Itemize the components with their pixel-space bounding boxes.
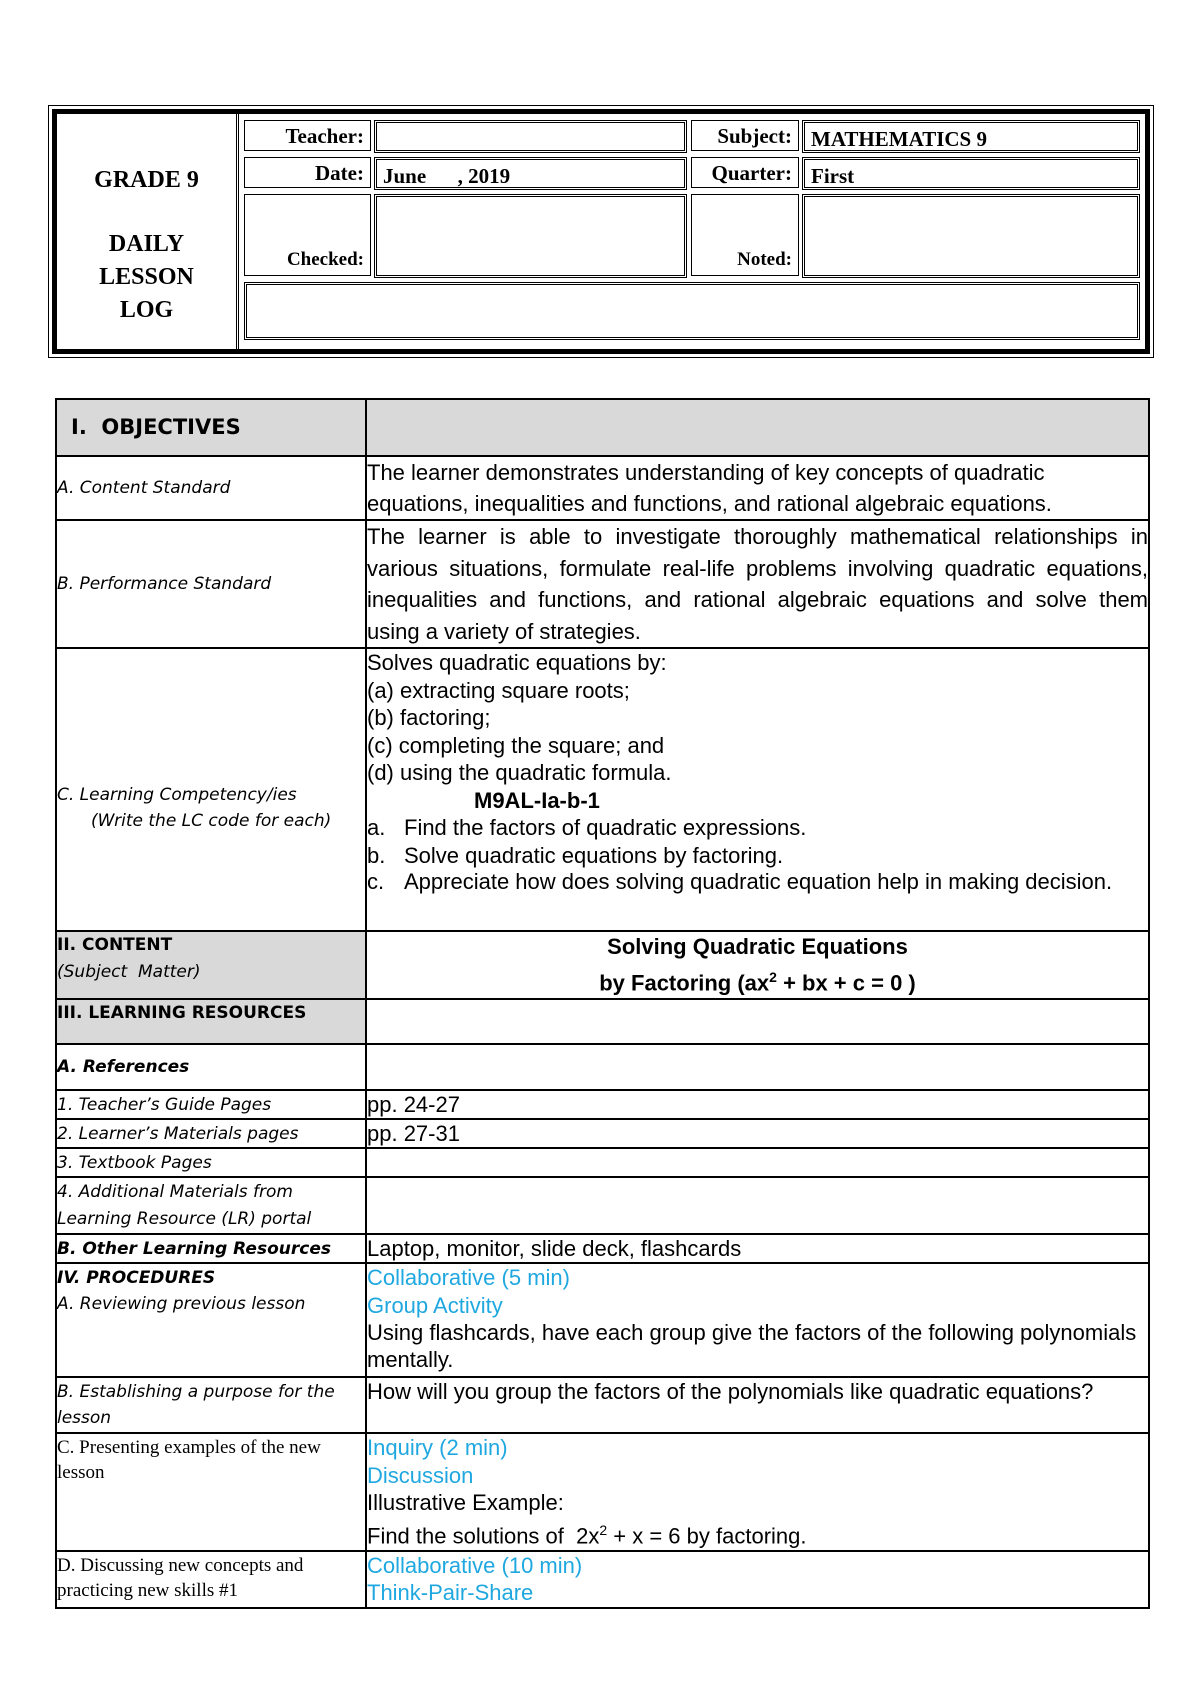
procedure-b-text: How will you group the factors of the polynomials like quadratic equations? [367,1379,1094,1405]
resources-header-row [56,999,1149,1044]
content-title-sup: 2 [769,969,777,985]
procedure-c-label: C. Presenting examples of the new lesson [57,1437,321,1484]
procedure-c-line4 [367,1517,1148,1550]
noted-label-cell [691,194,799,276]
content-label: II. CONTENT [57,935,173,955]
quarter-value: First [811,164,855,188]
competency-label: C. Learning Competency/ies [57,784,297,805]
header-block [52,109,1150,354]
procedure-d-line2: Think-Pair-Share [367,1580,534,1606]
procedure-d-label: D. Discussing new concepts and practicing new skills #1 [57,1554,304,1601]
grade-cell [57,114,239,349]
additional-materials-row [56,1177,1149,1234]
additional-materials-label-cell [56,1177,366,1234]
procedure-d-line1: Collaborative (10 min) [367,1552,583,1578]
content-standard-row [56,456,1149,520]
other-resources-label-cell [56,1234,366,1263]
daily-lesson-log-label: DAILY LESSON LOG [99,231,194,323]
content-standard-label: A. Content Standard [57,477,231,498]
procedure-c-line4-prefix: Find the solutions of 2x [367,1523,600,1549]
objective-item [367,814,1148,842]
checked-label: Checked: [286,249,364,270]
procedure-d-cell[interactable] [366,1551,1149,1608]
other-resources-cell[interactable] [366,1234,1149,1263]
procedure-b-row [56,1377,1149,1433]
learners-materials-row [56,1119,1149,1148]
objective-text: Appreciate how does solving quadratic equation help in making decision. [404,869,1113,894]
competency-intro: Solves quadratic equations by: [367,650,667,675]
date-label: Date: [315,161,364,185]
procedure-c-row [56,1433,1149,1550]
objective-marker: a. [367,815,386,840]
procedure-c-line4-suffix: + x = 6 by factoring. [607,1523,807,1549]
teachers-guide-value: pp. 24-27 [367,1092,460,1118]
objectives-title: I. OBJECTIVES [71,415,241,439]
content-row [56,931,1149,999]
references-blank[interactable] [366,1044,1149,1090]
procedure-b-label: B. Establishing a purpose for the lesson [57,1382,335,1429]
learners-materials-value: pp. 27-31 [367,1121,460,1147]
quarter-label: Quarter: [711,161,792,185]
teachers-guide-label: 1. Teacher’s Guide Pages [57,1095,272,1116]
procedure-c-line1: Inquiry (2 min) [367,1435,508,1461]
resources-header-blank[interactable] [366,999,1149,1044]
references-label: A. References [57,1056,190,1077]
textbook-label-cell [56,1148,366,1177]
objective-marker: b. [367,842,386,868]
competency-label-cell [56,648,366,931]
objective-marker: c. [367,869,385,894]
objectives-header-blank [366,399,1149,456]
additional-materials-label: 4. Additional Materials from Learning Resource (LR) portal [57,1182,312,1230]
content-label-cell [56,931,366,999]
lesson-log-table [55,398,1150,1609]
checked-field[interactable] [374,194,687,278]
content-title-suffix: + bx + c = 0 ) [776,970,916,996]
checked-label-cell [244,194,371,276]
competency-item: (c) completing the square; and [367,732,665,758]
learners-materials-label: 2. Learner’s Materials pages [57,1124,299,1145]
competency-row [56,648,1149,931]
other-resources-value: Laptop, monitor, slide deck, flashcards [367,1236,742,1262]
procedure-a-line2: Group Activity [367,1292,503,1318]
objective-text: Solve quadratic equations by factoring. [404,842,784,868]
performance-standard-label: B. Performance Standard [57,573,272,594]
procedure-b-cell[interactable] [366,1377,1149,1433]
objective-text: Find the factors of quadratic expressions. [404,815,807,840]
procedure-c-line2: Discussion [367,1462,474,1488]
procedure-a-line1: Collaborative (5 min) [367,1265,570,1291]
lc-code: M9AL-Ia-b-1 [474,787,600,813]
noted-label: Noted: [737,249,792,270]
date-label-cell [244,157,371,188]
competency-item: (b) factoring; [367,705,491,730]
subject-value: MATHEMATICS 9 [811,127,987,151]
procedure-a-cell[interactable] [366,1263,1149,1377]
textbook-label: 3. Textbook Pages [57,1153,212,1174]
content-sublabel: (Subject Matter) [57,962,201,982]
header-remarks-field[interactable] [244,282,1140,340]
procedure-a-text: Using flashcards, have each group give the factors of the following polynomials mentally. [367,1320,1137,1373]
objectives-header-row [56,399,1149,456]
resources-label: III. LEARNING RESOURCES [57,1003,307,1024]
teacher-label-cell [244,120,371,151]
procedure-a-label: A. Reviewing previous lesson [57,1294,306,1315]
procedure-a-label-cell [56,1263,366,1377]
learners-materials-cell[interactable] [366,1119,1149,1148]
subject-label-cell [691,120,799,151]
content-title-line1: Solving Quadratic Equations [607,934,908,959]
subject-label: Subject: [717,124,792,148]
procedure-d-row [56,1551,1149,1608]
objectives-title-cell [56,399,366,456]
content-title-prefix: by Factoring (ax [599,970,770,996]
date-value: June , 2019 [383,164,511,188]
competency-cell[interactable] [366,648,1149,931]
objective-item [367,869,1148,895]
resources-label-cell [56,999,366,1044]
references-label-cell [56,1044,366,1090]
specific-objectives-list [367,814,1148,895]
references-row [56,1044,1149,1090]
learners-materials-label-cell [56,1119,366,1148]
teachers-guide-row [56,1090,1149,1119]
procedure-a-row [56,1263,1149,1377]
procedure-c-line3: Illustrative Example: [367,1490,564,1516]
textbook-row [56,1148,1149,1177]
performance-standard-label-cell [56,520,366,648]
teachers-guide-cell[interactable] [366,1090,1149,1119]
quarter-field[interactable] [802,157,1140,190]
competency-sublabel: (Write the LC code for each) [91,810,332,831]
date-field[interactable] [374,157,687,190]
other-resources-label: B. Other Learning Resources [57,1239,331,1260]
performance-standard-row [56,520,1149,648]
competency-item: (a) extracting square roots; [367,677,630,703]
content-title-cell[interactable] [366,931,1149,999]
procedure-b-label-cell [56,1377,366,1433]
content-title-line2 [367,962,1148,998]
procedure-d-label-cell [56,1551,366,1608]
teacher-label: Teacher: [285,124,364,148]
objective-item [367,842,1148,870]
quarter-label-cell [691,157,799,188]
procedure-c-label-cell [56,1433,366,1550]
subject-field[interactable] [802,120,1140,153]
textbook-cell[interactable] [366,1148,1149,1177]
procedure-c-cell[interactable] [366,1433,1149,1550]
performance-standard-text: The learner is able to investigate thoroughly mathematical relationships in various situations, formulate real-life problems involving quadratic equations, inequalities and functions, and rational algebraic equations and solve them using a variety of strategies. [367,524,1148,644]
grade-label: GRADE 9 [94,167,199,193]
teachers-guide-label-cell [56,1090,366,1119]
additional-materials-cell[interactable] [366,1177,1149,1234]
content-standard-label-cell [56,456,366,520]
noted-field[interactable] [802,194,1140,278]
competency-item: (d) using the quadratic formula. [367,760,672,785]
content-standard-cell[interactable] [366,456,1149,520]
content-standard-text: The learner demonstrates understanding of key concepts of quadratic equations, inequalities and functions, and rational algebraic equations. [367,460,1052,516]
performance-standard-cell[interactable] [366,520,1149,648]
teacher-field[interactable] [374,120,687,153]
procedure-c-line4-sup: 2 [599,1521,608,1538]
other-resources-row [56,1234,1149,1263]
procedures-label: IV. PROCEDURES [57,1268,216,1289]
